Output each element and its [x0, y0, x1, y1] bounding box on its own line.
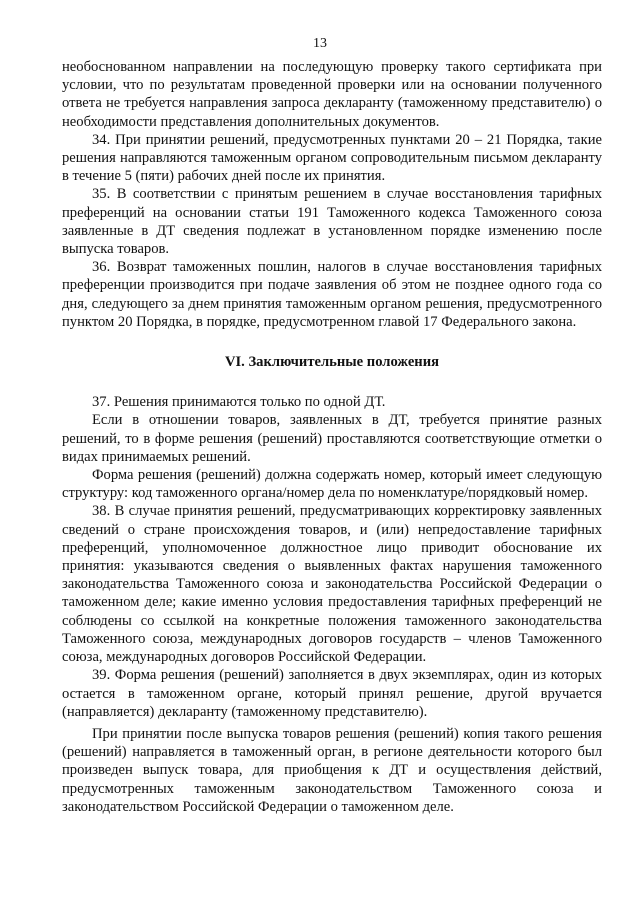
paragraph-39: 39. Форма решения (решений) заполняется в двух экземплярах, один из которых остается в таможенном органе, который принял решение, другой вручается (направляется) декларанту (таможенному представителю). — [62, 667, 602, 720]
page-number: 13 — [313, 36, 327, 51]
paragraph-continuation: необоснованном направлении на последующую проверку такого сертификата при условии, что по результатам проведенной проверки или на основании полученного ответа не требуется направления запроса декларанту (таможенному представителю) о необходимости представления дополнительных документов. — [62, 59, 602, 130]
document-body — [62, 58, 602, 816]
paragraph-37: 37. Решения принимаются только по одной ДТ. — [92, 394, 386, 411]
section-heading: VI. Заключительные положения — [224, 354, 440, 371]
paragraph-37-part2: Если в отношении товаров, заявленных в ДТ, требуется принятие разных решений, то в форме решения (решений) проставляются соответствующие отметки о видах принимаемых решений. — [62, 412, 602, 465]
paragraph-34: 34. При принятии решений, предусмотренных пунктами 20 – 21 Порядка, такие решения направляются таможенным органом сопроводительным письмом декларанту в течение 5 (пяти) рабочих дней после их принятия. — [62, 131, 602, 185]
paragraph-39-part2: При принятии после выпуска товаров решения (решений) копия такого решения (решений) направляется в таможенный орган, в регионе деятельности которого был произведен выпуск товара, для приобщения к ДТ и осуществления действий, предусмотренных таможенным законодательством Таможенного союза и законодательством Российской Федерации о таможенном деле. — [62, 725, 602, 815]
paragraph-37-part3: Форма решения (решений) должна содержать номер, который имеет следующую структуру: код таможенного органа/номер дела по номенклатуре/порядковый номер. — [62, 467, 602, 502]
paragraph-35: 35. В соответствии с принятым решением в случае восстановления тарифных преференций на основании статьи 191 Таможенного кодекса Таможенного союза заявленные в ДТ сведения подлежат в установленном порядке изменению после выпуска товаров. — [62, 186, 602, 258]
paragraph-36: 36. Возврат таможенных пошлин, налогов в случае восстановления тарифных преференции производится при подаче заявления об этом не позднее одного года со дня, следующего за днем принятия таможенным органом решения, предусмотренного пунктом 20 Порядка, в порядке, предусмотренном главой 17 Федерального закона. — [62, 259, 602, 330]
paragraph-38: 38. В случае принятия решений, предусматривающих корректировку заявленных сведений о стране происхождения товаров, и (или) непредоставление тарифных преференций, уполномоченное должностное лицо приводит обоснование их принятия: указываются сведения о выявленных фактах нарушения таможенного законодательства Таможенного союза и законодательства Российской Федерации о таможенном деле; какие именно условия предоставления тарифных преференций не соблюдены со ссылкой на конкретные положения таможенного законодательства Таможенного союза, международных договоров государств – членов Таможенного союза, международных договоров Российской Федерации. — [62, 503, 602, 666]
